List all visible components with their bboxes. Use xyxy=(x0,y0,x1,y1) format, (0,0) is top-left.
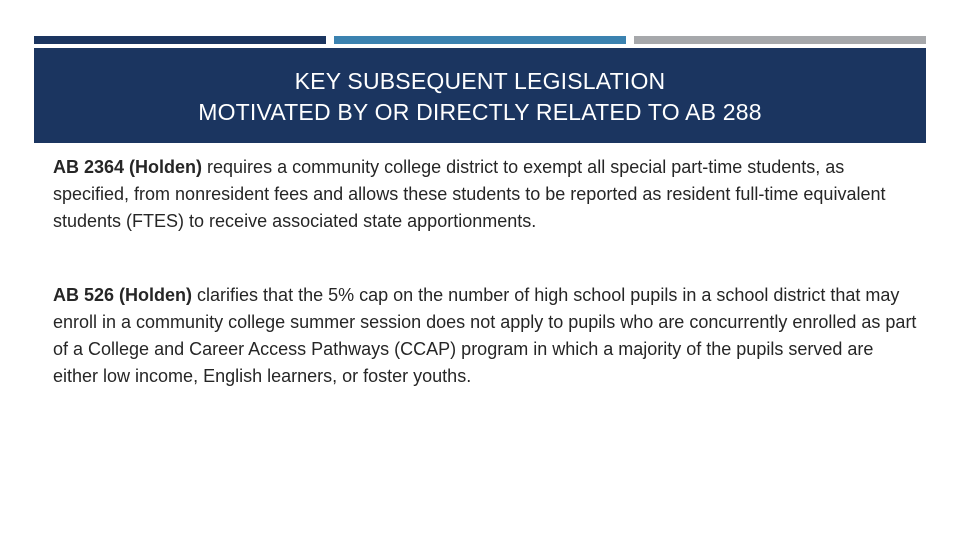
accent-bar-gray xyxy=(634,36,926,44)
accent-bar-light-blue xyxy=(334,36,626,44)
legislation-item-ab-2364 xyxy=(53,154,921,235)
legislation-item-ab-526 xyxy=(53,282,921,390)
bill-description: clarifies that the 5% cap on the number of high school pupils in a school district that may enroll in a community college summer session does not apply to pupils who are concurrently enrolled as part of a College and Career Access Pathways (CCAP) program in which a majority of the pupils served are either low income, English learners, or foster youths. xyxy=(53,285,917,386)
bill-name: AB 526 (Holden) xyxy=(53,285,193,305)
bill-name: AB 2364 (Holden) xyxy=(53,157,203,177)
slide-title-line-1: KEY SUBSEQUENT LEGISLATION xyxy=(294,68,666,94)
bill-description: requires a community college district to exempt all special part-time students, as specified, from nonresident fees and allows these students to be reported as resident full-time equivalent students (FTES) to receive associated state apportionments. xyxy=(53,157,886,231)
title-banner xyxy=(34,48,926,143)
slide-body xyxy=(53,154,921,390)
accent-bar-dark-blue xyxy=(34,36,326,44)
slide-title-line-2: MOTIVATED BY OR DIRECTLY RELATED TO AB 288 xyxy=(198,99,762,125)
